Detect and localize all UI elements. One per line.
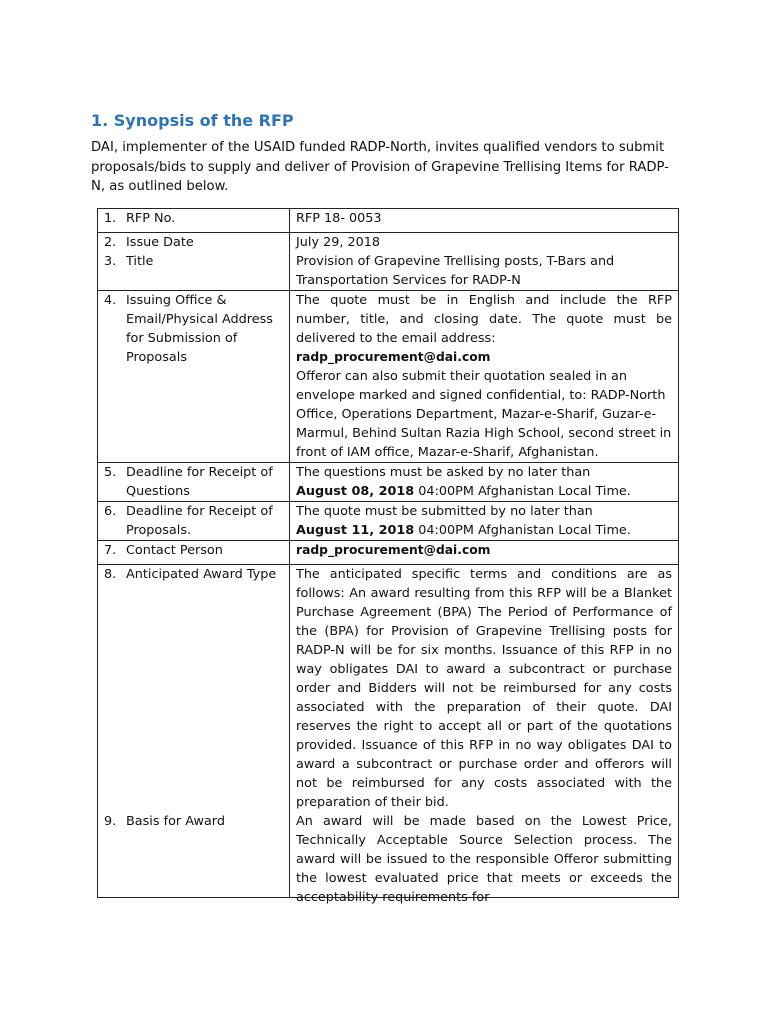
value-cell: [290, 541, 679, 565]
row-number: 1.: [104, 211, 117, 226]
issue-date: July 29, 2018: [296, 235, 381, 250]
label-cell: [98, 812, 290, 898]
value-cell: [290, 233, 679, 253]
table-row: [98, 565, 679, 813]
intro-paragraph: DAI, implementer of the USAID funded RADP-North, invites qualified vendors to submit proposals/bids to supply and deliver of Provision of Grapevine Trellising Items for RADP-N, as outlined below.: [91, 140, 669, 194]
table-row: [98, 502, 679, 541]
row-number: 6.: [104, 504, 117, 519]
section-heading: 1. Synopsis of the RFP: [91, 111, 294, 130]
row-label: Issuing Office & Email/Physical Address for Submission of Proposals: [126, 293, 273, 365]
table-row: [98, 233, 679, 253]
value-cell: [290, 502, 679, 541]
row-label: Contact Person: [126, 543, 223, 558]
row-label: Issue Date: [126, 235, 194, 250]
row-number: 2.: [104, 235, 117, 250]
row-label: RFP No.: [126, 211, 176, 226]
submission-instructions: The quote must be in English and include the RFP number, title, and closing date. The quote must be delivered to the email address:: [296, 293, 672, 346]
table-row: [98, 463, 679, 502]
table-row: [98, 291, 679, 463]
table-row: [98, 541, 679, 565]
rfp-title: Provision of Grapevine Trellising posts, T-Bars and Transportation Services for RADP-N: [296, 254, 615, 288]
value-cell: [290, 252, 679, 291]
row-label: Deadline for Receipt of Questions: [126, 465, 273, 499]
table-row: [98, 209, 679, 233]
table-row: [98, 812, 679, 898]
row-label: Deadline for Receipt of Proposals.: [126, 504, 273, 538]
row-number: 4.: [104, 293, 117, 308]
questions-deadline-text: The questions must be asked by no later than: [296, 465, 591, 480]
physical-address: Offeror can also submit their quotation sealed in an envelope marked and signed confidential, to: RADP-North Office, Operations Department, Mazar-e-Sharif, Guzar-e-Marmul, Behind Sultan Razia High School, second street in front of IAM office, Mazar-e-Sharif, Afghanistan.: [296, 369, 672, 460]
submission-email: radp_procurement@dai.com: [296, 350, 491, 364]
value-cell: [290, 812, 679, 905]
proposals-deadline-date: August 11, 2018: [296, 523, 415, 538]
label-cell: [98, 252, 290, 291]
rfp-number: RFP 18- 0053: [296, 211, 382, 226]
value-cell: [290, 565, 679, 813]
label-cell: [98, 291, 290, 463]
row-number: 9.: [104, 814, 117, 829]
label-cell: [98, 502, 290, 541]
table-row: [98, 252, 679, 291]
row-label: Title: [126, 254, 154, 269]
questions-deadline-time: 04:00PM Afghanistan Local Time.: [414, 484, 631, 499]
questions-deadline-date: August 08, 2018: [296, 484, 415, 499]
row-number: 3.: [104, 254, 117, 269]
label-cell: [98, 541, 290, 565]
row-number: 7.: [104, 543, 117, 558]
value-cell: [290, 291, 679, 463]
award-basis-text: An award will be made based on the Lowest Price, Technically Acceptable Source Selection process. The award will be issued to the responsible Offeror submitting the lowest evaluated price that meets or exceeds the acceptability requirements for: [296, 814, 672, 905]
row-label: Anticipated Award Type: [126, 567, 277, 582]
label-cell: [98, 209, 290, 233]
award-type-text: The anticipated specific terms and conditions are as follows: An award resulting from this RFP will be a Blanket Purchase Agreement (BPA) The Period of Performance of the (BPA) for Provision of Grapevine Trellising posts for RADP-N will be for six months. Issuance of this RFP in no way obligates DAI to award a subcontract or purchase order and Bidders will not be reimbursed for any costs associated with the preparation of their quote. DAI reserves the right to accept all or part of the quotations provided. Issuance of this RFP in no way obligates DAI to award a subcontract or purchase order and offerors will not be reimbursed for any costs associated with the preparation of their bid.: [296, 567, 672, 810]
row-label: Basis for Award: [126, 814, 225, 829]
row-number: 8.: [104, 567, 117, 582]
value-cell: [290, 463, 679, 502]
rfp-synopsis-table: [97, 208, 679, 905]
contact-email: radp_procurement@dai.com: [296, 543, 491, 557]
label-cell: [98, 463, 290, 502]
label-cell: [98, 233, 290, 253]
row-number: 5.: [104, 465, 117, 480]
value-cell: [290, 209, 679, 233]
proposals-deadline-text: The quote must be submitted by no later than: [296, 504, 593, 519]
label-cell: [98, 565, 290, 813]
proposals-deadline-time: 04:00PM Afghanistan Local Time.: [414, 523, 631, 538]
